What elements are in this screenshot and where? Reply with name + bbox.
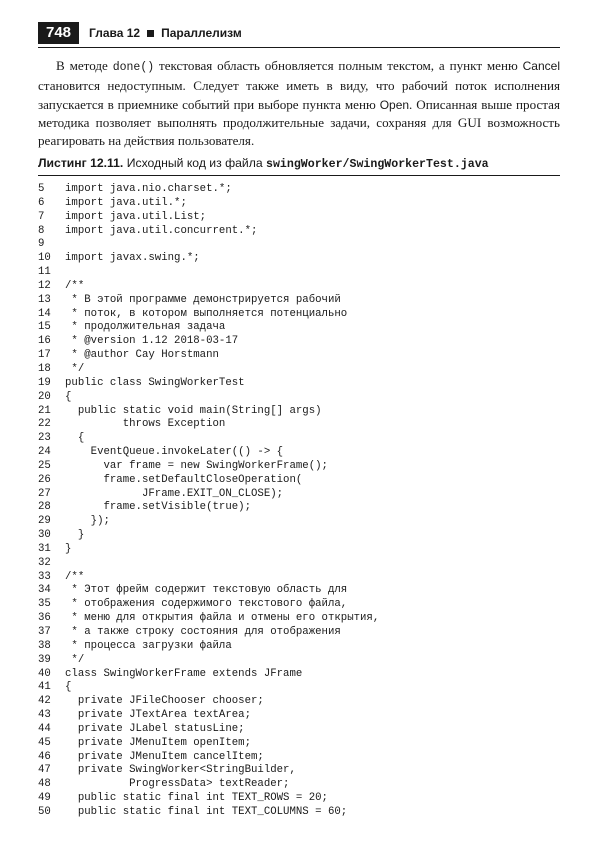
- code-text: var frame = new SwingWorkerFrame();: [65, 459, 328, 472]
- line-number: 50: [38, 805, 51, 818]
- code-line: [38, 543, 560, 557]
- line-number: 17: [38, 349, 51, 362]
- code-text: /**: [65, 570, 85, 583]
- paragraph-text: текстовая область обновляется полным текстом, а пункт меню: [154, 58, 523, 73]
- code-text: * @version 1.12 2018-03-17: [65, 335, 239, 348]
- code-line: [38, 266, 560, 280]
- code-line: [38, 557, 560, 571]
- code-text: * отображения содержимого текстового файла,: [65, 598, 348, 611]
- code-line: [38, 405, 560, 419]
- code-line: [38, 792, 560, 806]
- body-paragraph: [38, 57, 560, 150]
- code-line: [38, 418, 560, 432]
- code-line: [38, 584, 560, 598]
- line-number: 39: [38, 653, 51, 666]
- paragraph-text: . Описанная выше простая методика позволяет выполнять продолжительные задачи, сохраняя для GUI возможность реагировать на действия пользователя.: [38, 96, 560, 149]
- code-line: [38, 252, 560, 266]
- line-number: 6: [38, 196, 45, 209]
- line-number: 29: [38, 515, 51, 528]
- inline-code-done: done(): [112, 61, 155, 74]
- code-text: import java.nio.charset.*;: [65, 183, 232, 195]
- line-number: 9: [38, 238, 45, 251]
- line-number: 15: [38, 321, 51, 334]
- code-text: private JTextArea textArea;: [65, 709, 251, 722]
- code-text: * а также строку состояния для отображения: [65, 626, 341, 638]
- code-line: [38, 598, 560, 612]
- chapter-label: Глава 12: [89, 26, 141, 40]
- line-number: 32: [38, 556, 51, 569]
- code-text: public static final int TEXT_ROWS = 20;: [65, 792, 328, 805]
- code-text: public static final int TEXT_COLUMNS = 60;: [65, 805, 348, 818]
- code-text: frame.setDefaultCloseOperation(: [65, 473, 303, 486]
- line-number: 16: [38, 335, 51, 348]
- code-text: * В этой программе демонстрируется рабочий: [65, 293, 341, 306]
- code-line: [38, 709, 560, 723]
- code-line: [38, 515, 560, 529]
- code-line: [38, 778, 560, 792]
- code-line: [38, 806, 560, 820]
- code-text: import java.util.concurrent.*;: [65, 224, 258, 237]
- code-text: private JMenuItem openItem;: [65, 736, 251, 749]
- code-line: [38, 695, 560, 709]
- chapter-title: Параллелизм: [161, 26, 242, 40]
- line-number: 26: [38, 473, 51, 486]
- code-line: [38, 197, 560, 211]
- line-number: 14: [38, 307, 51, 320]
- line-number: 22: [38, 418, 51, 431]
- line-number: 38: [38, 639, 51, 652]
- code-text: public class SwingWorkerTest: [65, 376, 245, 389]
- line-number: 18: [38, 362, 51, 375]
- line-number: 11: [38, 266, 51, 279]
- line-number: 10: [38, 252, 51, 265]
- code-line: [38, 488, 560, 502]
- code-text: */: [65, 362, 85, 375]
- line-number: 34: [38, 584, 51, 597]
- line-number: 27: [38, 487, 51, 500]
- code-text: private SwingWorker<StringBuilder,: [65, 764, 296, 777]
- code-text: {: [65, 432, 85, 445]
- code-line: [38, 391, 560, 405]
- code-line: [38, 280, 560, 294]
- code-line: [38, 737, 560, 751]
- code-listing: [38, 183, 560, 820]
- line-number: 31: [38, 542, 51, 555]
- line-number: 43: [38, 709, 51, 722]
- menu-item-cancel-ref: Cancel: [522, 59, 560, 73]
- code-text: */: [65, 653, 85, 666]
- code-text: * процесса загрузки файла: [65, 639, 232, 652]
- running-header: [38, 22, 560, 44]
- code-line: [38, 640, 560, 654]
- code-line: [38, 626, 560, 640]
- code-text: private JMenuItem cancelItem;: [65, 750, 264, 763]
- code-line: [38, 294, 560, 308]
- code-text: JFrame.EXIT_ON_CLOSE);: [65, 487, 284, 500]
- code-line: [38, 723, 560, 737]
- listing-title: [38, 156, 560, 176]
- code-text: import java.util.List;: [65, 210, 207, 223]
- line-number: 12: [38, 279, 51, 292]
- line-number: 13: [38, 293, 51, 306]
- code-line: [38, 432, 560, 446]
- menu-item-open-ref: Open: [379, 97, 410, 112]
- line-number: 21: [38, 404, 51, 417]
- line-number: 40: [38, 667, 51, 680]
- code-line: [38, 460, 560, 474]
- code-line: [38, 183, 560, 197]
- paragraph-text: становится недоступным. Следует также иметь в виду, что рабочий поток исполнения запускается в приемнике событий при выборе пункта меню: [38, 78, 560, 112]
- line-number: 30: [38, 529, 51, 542]
- code-text: {: [65, 390, 72, 403]
- code-line: [38, 363, 560, 377]
- code-text: private JLabel statusLine;: [65, 722, 245, 735]
- code-line: [38, 377, 560, 391]
- line-number: 35: [38, 598, 51, 611]
- code-text: * Этот фрейм содержит текстовую область для: [65, 584, 348, 597]
- code-line: [38, 529, 560, 543]
- code-line: [38, 764, 560, 778]
- line-number: 5: [38, 183, 45, 195]
- code-text: import javax.swing.*;: [65, 252, 200, 265]
- line-number: 36: [38, 612, 51, 625]
- listing-filename: swingWorker/SwingWorkerTest.java: [266, 158, 489, 171]
- line-number: 8: [38, 224, 45, 237]
- listing-caption: Исходный код из файла: [126, 156, 263, 170]
- code-text: * продолжительная задача: [65, 321, 226, 334]
- code-line: [38, 211, 560, 225]
- code-line: [38, 501, 560, 515]
- listing-label: Листинг 12.11.: [38, 156, 124, 170]
- line-number: 41: [38, 681, 51, 694]
- line-number: 48: [38, 778, 51, 791]
- code-text: class SwingWorkerFrame extends JFrame: [65, 667, 303, 680]
- line-number: 24: [38, 446, 51, 459]
- code-text: {: [65, 681, 72, 694]
- code-line: [38, 349, 560, 363]
- code-line: [38, 681, 560, 695]
- code-line: [38, 308, 560, 322]
- line-number: 33: [38, 570, 51, 583]
- line-number: 47: [38, 764, 51, 777]
- code-line: [38, 238, 560, 252]
- code-line: [38, 668, 560, 682]
- line-number: 44: [38, 722, 51, 735]
- code-text: throws Exception: [65, 418, 226, 431]
- code-text: * меню для открытия файла и отмены его открытия,: [65, 612, 380, 625]
- code-text: });: [65, 515, 110, 528]
- line-number: 46: [38, 750, 51, 763]
- code-line: [38, 654, 560, 668]
- line-number: 49: [38, 792, 51, 805]
- paragraph-text: В методе: [56, 58, 113, 73]
- line-number: 23: [38, 432, 51, 445]
- code-line: [38, 751, 560, 765]
- code-text: * @author Cay Horstmann: [65, 349, 219, 362]
- code-text: private JFileChooser chooser;: [65, 695, 264, 708]
- code-line: [38, 474, 560, 488]
- code-line: [38, 335, 560, 349]
- code-line: [38, 321, 560, 335]
- code-line: [38, 446, 560, 460]
- code-text: frame.setVisible(true);: [65, 501, 251, 514]
- line-number: 42: [38, 695, 51, 708]
- page-number: 748: [38, 22, 79, 44]
- line-number: 28: [38, 501, 51, 514]
- code-line: [38, 612, 560, 626]
- code-text: EventQueue.invokeLater(() -> {: [65, 446, 284, 459]
- line-number: 20: [38, 390, 51, 403]
- header-rule: [38, 47, 560, 48]
- line-number: 45: [38, 736, 51, 749]
- line-number: 19: [38, 376, 51, 389]
- code-text: ProgressData> textReader;: [65, 778, 290, 791]
- code-line: [38, 225, 560, 239]
- code-text: /**: [65, 279, 85, 292]
- line-number: 25: [38, 459, 51, 472]
- code-line: [38, 571, 560, 585]
- separator-square-icon: [147, 30, 154, 37]
- line-number: 37: [38, 626, 51, 638]
- code-text: }: [65, 529, 85, 542]
- code-text: public static void main(String[] args): [65, 404, 322, 417]
- code-text: }: [65, 542, 72, 555]
- line-number: 7: [38, 210, 45, 223]
- code-text: import java.util.*;: [65, 196, 187, 209]
- code-text: * поток, в котором выполняется потенциально: [65, 307, 348, 320]
